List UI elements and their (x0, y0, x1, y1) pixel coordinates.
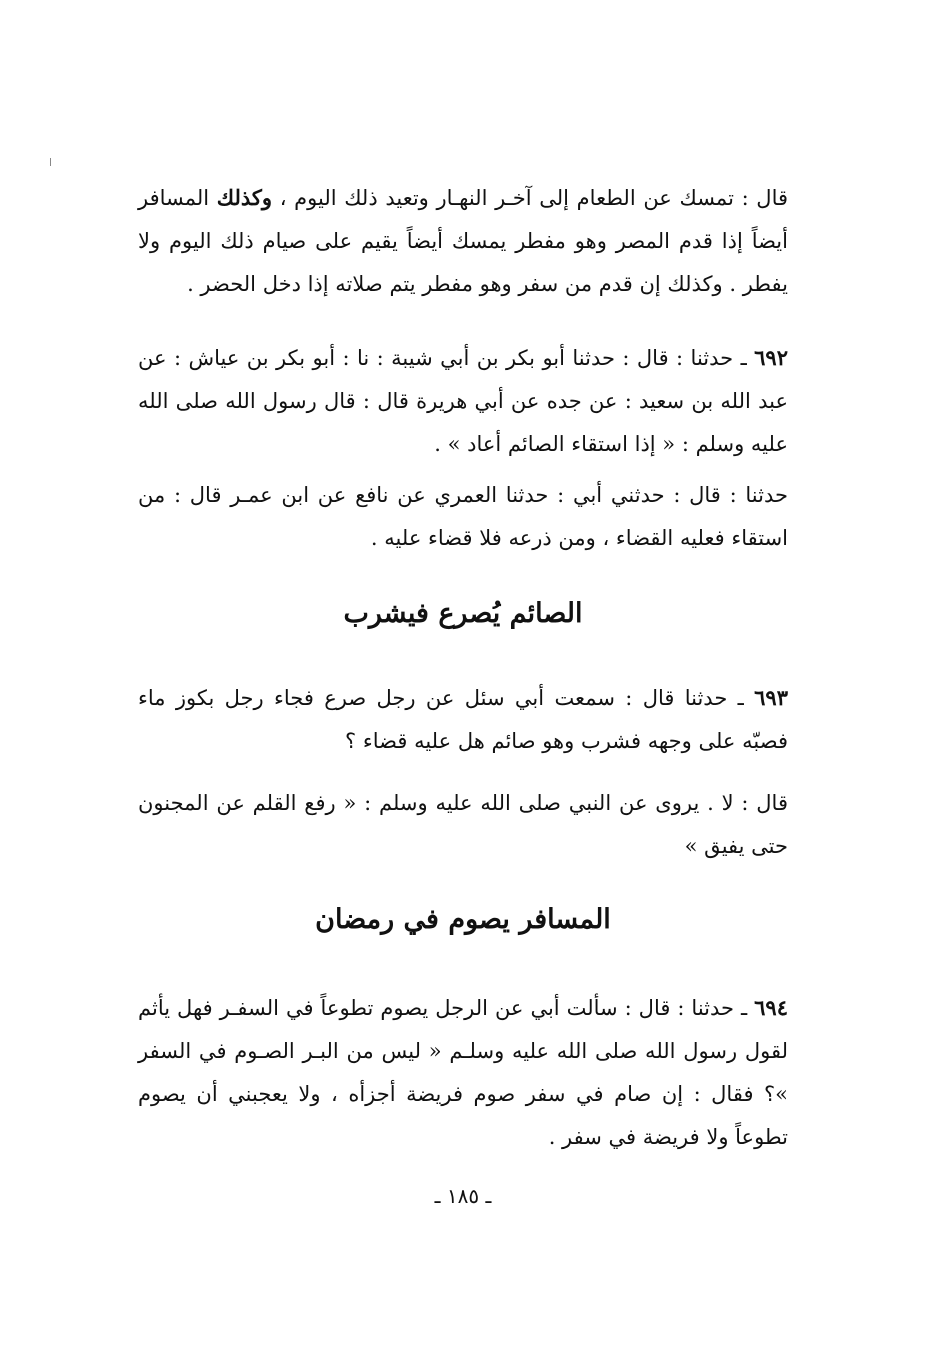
paragraph-text: حدثنا : قال : حدثني أبي : حدثنا العمري عن نافع عن ابن عمـر قال : من استقاء فعليه القضاء ، ومن ذرعه فلا قضاء عليه . (138, 483, 788, 550)
hadith-text: ـ حدثنا : قال : حدثنا أبو بكر بن أبي شيبة : نا : أبو بكر بن عياش : عن عبد الله بن سعيد : عن جده عن أبي هريرة قال : قال رسول الله صلى الله عليه وسلم : « إذا استقاء الصائم أعاد » . (138, 346, 788, 456)
hadith-text: ـ حدثنا قال : سمعت أبي سئل عن رجل صرع فجاء رجل بكوز ماء فصبّه على وجهه فشرب وهو صائم هل عليه قضاء ؟ (138, 686, 788, 753)
hadith-text: ـ حدثنا : قال : سألت أبي عن الرجل يصوم تطوعاً في السفـر فهل يأثم لقول رسول الله صلى الله عليه وسلـم « ليس من البـر الصـوم في السفر »؟ فقال : إن صام في سفر صوم فريضة أجزأه ، ولا يعجبني أن يصوم تطوعاً ولا فريضة في سفر . (138, 996, 788, 1149)
hadith-692-continuation (138, 474, 788, 560)
hadith-692 (138, 336, 788, 466)
hadith-693-answer (138, 782, 788, 868)
paragraph-text-b: المسافر أيضاً إذا قدم المصر وهو مفطر يمسك أيضاً يقيم على صيام ذلك اليوم ولا يفطر . وكذلك إن قدم من سفر وهو مفطر يتم صلاته إذا دخل الحضر . (138, 186, 788, 296)
paragraph-fasting-traveler (138, 176, 788, 306)
paragraph-text: قال : لا . يروى عن النبي صلى الله عليه وسلم : « رفع القلم عن المجنون حتى يفيق » (138, 791, 788, 858)
page-number: ـ ١٨٥ ـ (434, 1184, 492, 1208)
paragraph-bold-word: وكذلك (216, 185, 273, 210)
hadith-number: ٦٩٣ (754, 685, 788, 710)
section-heading-traveler-ramadan: المسافر يصوم في رمضان (315, 904, 611, 935)
hadith-number: ٦٩٢ (754, 345, 788, 370)
scan-speck (50, 158, 51, 166)
hadith-number: ٦٩٤ (754, 995, 788, 1020)
section-heading-epileptic-faster: الصائم يُصرع فيشرب (343, 598, 583, 629)
hadith-693 (138, 676, 788, 763)
paragraph-text-a: قال : تمسك عن الطعام إلى آخـر النهـار وتعيد ذلك اليوم ، (272, 186, 788, 210)
hadith-694 (138, 986, 788, 1159)
